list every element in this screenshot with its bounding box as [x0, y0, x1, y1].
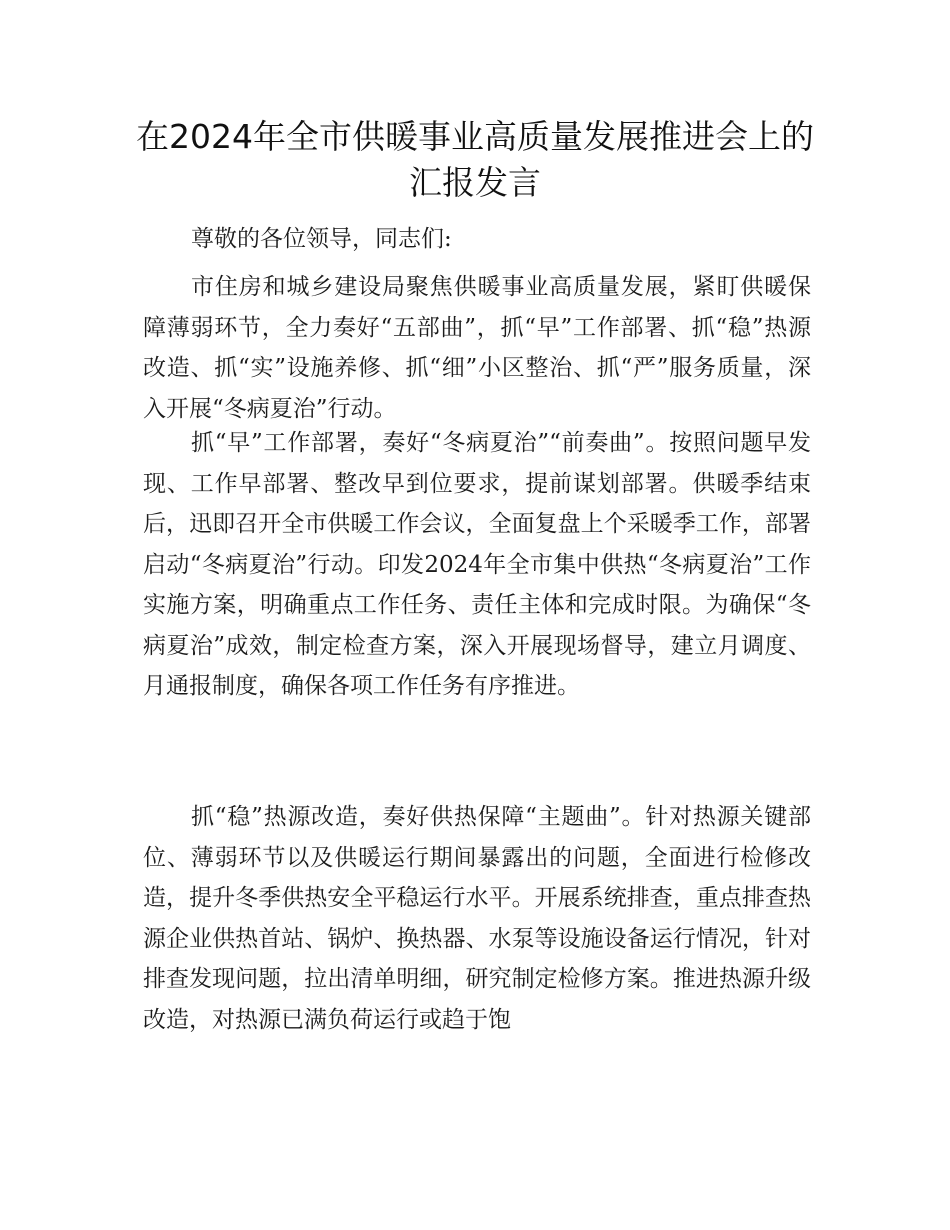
document-title-line-2: 汇报发言 [409, 163, 541, 202]
paragraph-intro: 市住房和城乡建设局聚焦供暖事业高质量发展，紧盯供暖保障薄弱环节，全力奏好“五部曲”，抓“早”工作部署、抓“稳”热源改造、抓“实”设施养修、抓“细”小区整治、抓“严”服务质量，深入开展“冬病夏治”行动。 [143, 274, 811, 422]
salutation: 尊敬的各位领导，同志们: [191, 226, 452, 252]
paragraph-work-deployment: 抓“早”工作部署，奏好“冬病夏治”“前奏曲”。按照问题早发现、工作早部署、整改早到位要求，提前谋划部署。供暖季结束后，迅即召开全市供暖工作会议，全面复盘上个采暖季工作，部署启动“冬病夏治”行动。印发2024年全市集中供热“冬病夏治”工作实施方案，明确重点工作任务、责任主体和完成时限。为确保“冬病夏治”成效，制定检查方案，深入开展现场督导，建立月调度、月通报制度，确保各项工作任务有序推进。 [143, 430, 811, 699]
document-title-line-1: 在2024年全市供暖事业高质量发展推进会上的 [136, 117, 814, 156]
paragraph-heat-source-renovation: 抓“稳”热源改造，奏好供热保障“主题曲”。针对热源关键部位、薄弱环节以及供暖运行期间暴露出的问题，全面进行检修改造，提升冬季供热安全平稳运行水平。开展系统排查，重点排查热源企业供热首站、锅炉、换热器、水泵等设施设备运行情况，针对排查发现问题，拉出清单明细，研究制定检修方案。推进热源升级改造，对热源已满负荷运行或趋于饱 [143, 804, 811, 1033]
